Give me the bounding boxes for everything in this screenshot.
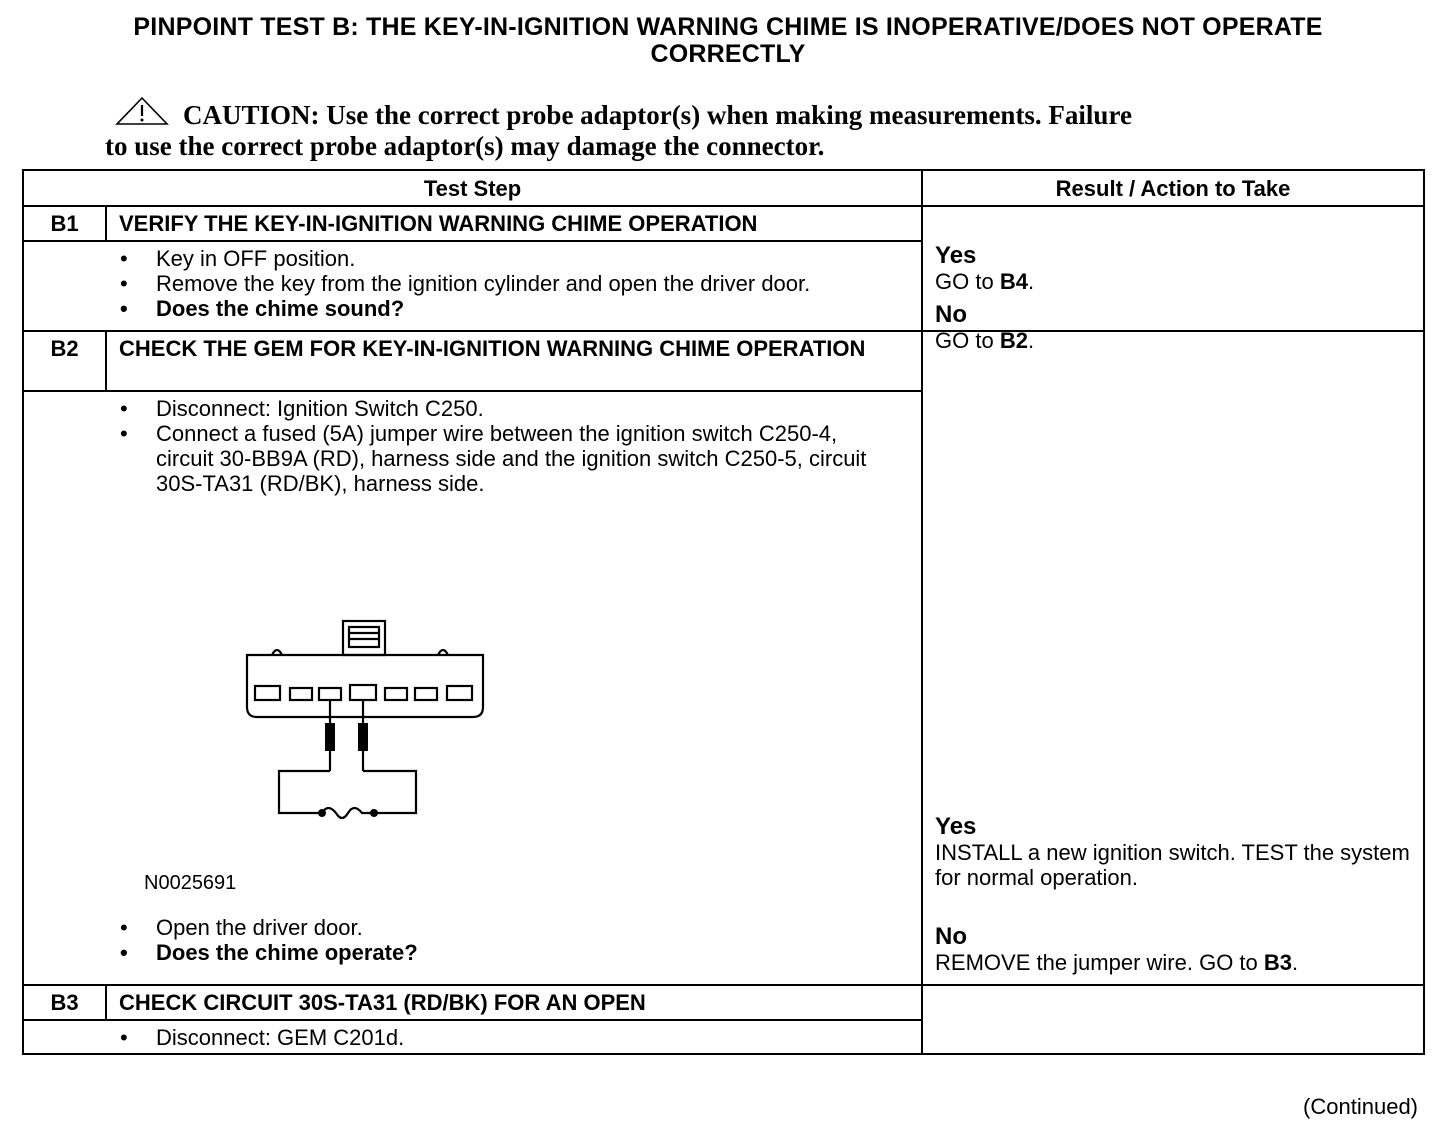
title-line-1: PINPOINT TEST B: THE KEY-IN-IGNITION WARNING CHIME IS INOPERATIVE/DOES NOT OPERATE [133, 13, 1323, 41]
step-b3-header-row [23, 985, 1424, 1020]
list-item: • Remove the key from the ignition cylinder and open the driver door. [24, 271, 856, 296]
table-header-row [23, 170, 1424, 206]
step-id: B2 [23, 331, 106, 391]
result-no-label: No [935, 301, 968, 328]
result-yes-action: INSTALL a new ignition switch. TEST the system for normal operation. [935, 840, 1410, 890]
result-no-action: GO to B2. [935, 328, 1035, 353]
list-item: • Disconnect: GEM C201d. [24, 1025, 921, 1050]
caution-text-1: Use the correct probe adaptor(s) when making measurements. Failure [326, 100, 1132, 130]
caution-text-2: to use the correct probe adaptor(s) may damage the connector. [105, 131, 825, 161]
step-b3-result [922, 985, 1424, 1054]
result-no-action: REMOVE the jumper wire. GO to B3. [935, 950, 1299, 975]
column-header-test-step: Test Step [23, 170, 922, 206]
step-b2-header-row [23, 331, 1424, 391]
page-title [0, 14, 1456, 68]
result-yes-label: Yes [935, 242, 977, 269]
result-yes-label: Yes [935, 813, 977, 840]
step-b1-result [922, 206, 1424, 353]
step-b1-header-row [23, 206, 1424, 241]
connector-figure [24, 499, 921, 899]
ignition-switch-connector-diagram [244, 619, 544, 869]
pinpoint-test-table [22, 169, 1425, 1055]
step-title: CHECK THE GEM FOR KEY-IN-IGNITION WARNING CHIME OPERATION [106, 331, 922, 391]
figure-code: N0025691 [144, 872, 237, 894]
column-header-result: Result / Action to Take [922, 170, 1424, 206]
step-body [23, 241, 922, 331]
caution-label: CAUTION: [183, 100, 320, 130]
list-item: • Connect a fused (5A) jumper wire between the ignition switch C250-4, circuit 30-BB9A (RD), harness side and the ignition switch C250-5, circuit 30S-TA31 (RD/BK), harness side. [24, 421, 876, 496]
list-item: • Key in OFF position. [24, 246, 921, 271]
caution-note [105, 96, 1405, 162]
continued-note: (Continued) [1303, 1094, 1418, 1119]
result-yes-action: GO to B4. [935, 269, 1035, 294]
list-item: • Open the driver door. [24, 915, 921, 940]
title-line-2: CORRECTLY [650, 40, 806, 68]
step-id: B3 [23, 985, 106, 1020]
step-body [23, 391, 922, 985]
list-item: • Does the chime operate? [24, 940, 921, 965]
list-item: • Does the chime sound? [24, 296, 921, 321]
step-body [23, 1020, 922, 1054]
step-id: B1 [23, 206, 106, 241]
warning-triangle-icon [115, 96, 169, 126]
result-no-label: No [935, 923, 968, 950]
step-title: VERIFY THE KEY-IN-IGNITION WARNING CHIME OPERATION [106, 206, 922, 241]
step-b2-result [922, 331, 1424, 985]
step-title: CHECK CIRCUIT 30S-TA31 (RD/BK) FOR AN OPEN [106, 985, 922, 1020]
list-item: • Disconnect: Ignition Switch C250. [24, 396, 921, 421]
